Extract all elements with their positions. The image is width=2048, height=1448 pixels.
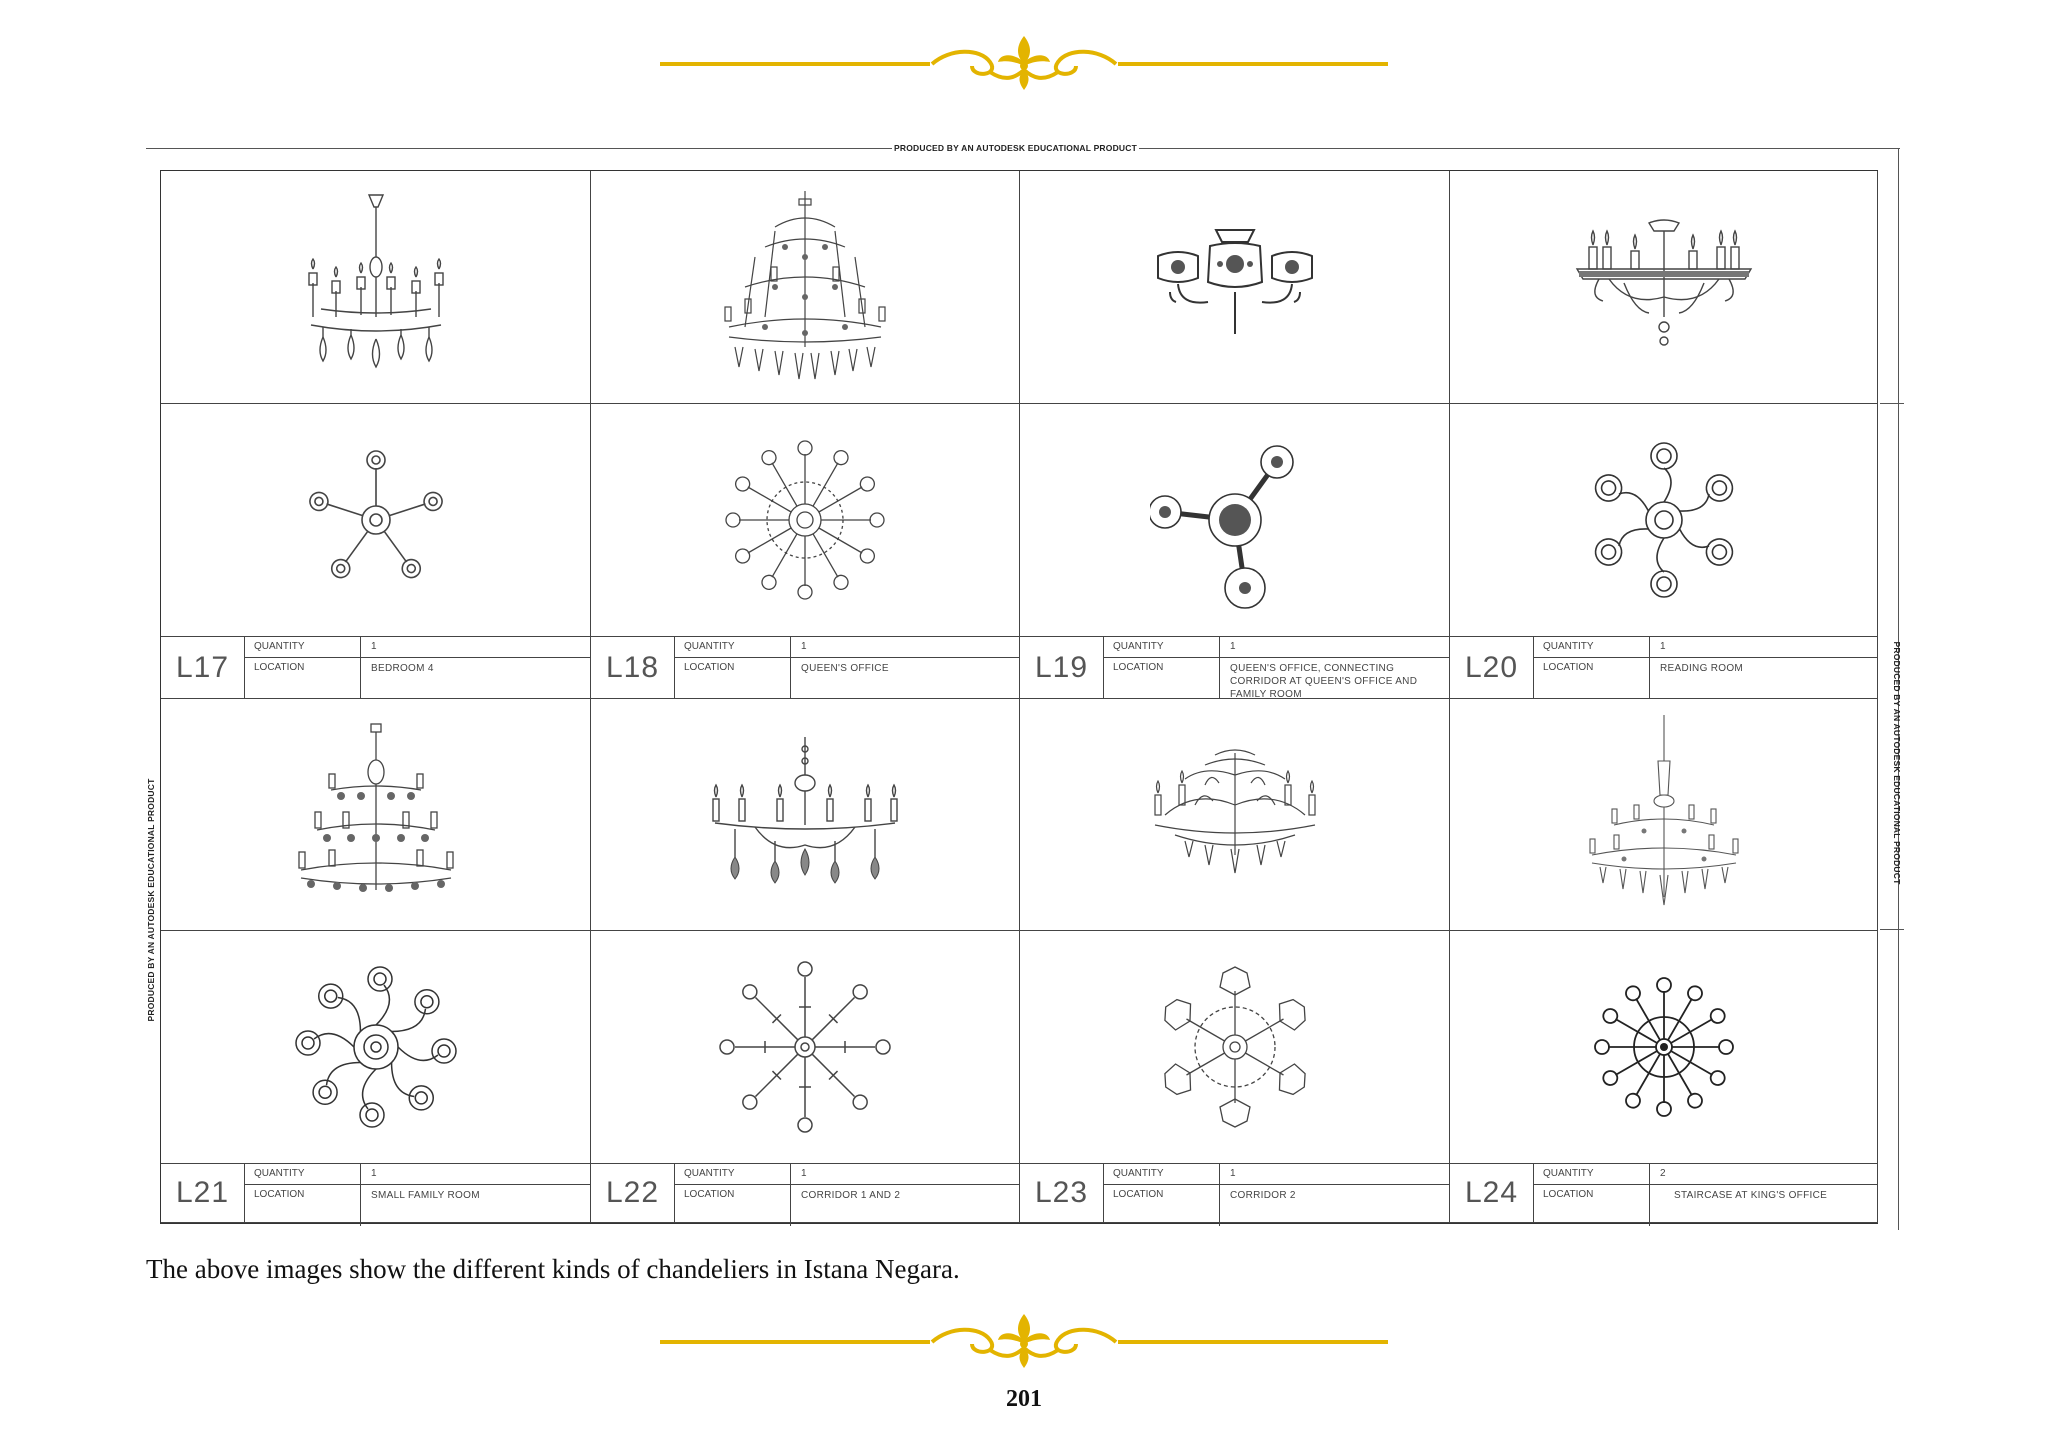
caption: The above images show the different kinds of chandeliers in Istana Negara. <box>146 1254 960 1284</box>
quantity-label: QUANTITY <box>244 637 361 657</box>
fixture-code: L20 <box>1450 637 1534 698</box>
fixture-code: L17 <box>161 637 245 698</box>
fixture-code: L23 <box>1020 1164 1104 1222</box>
chandelier-plan-l17 <box>296 440 456 600</box>
chandelier-plan-l19 <box>1150 430 1320 610</box>
title-block-l18 <box>591 637 1020 699</box>
title-block-l20 <box>1450 637 1878 699</box>
chandelier-sheet <box>160 170 1878 1224</box>
chandelier-plan-l21 <box>291 962 461 1132</box>
quantity-label: QUANTITY <box>1103 1164 1220 1184</box>
chandelier-elevation-l22 <box>705 735 905 895</box>
quantity-value: 1 <box>1660 641 1666 652</box>
fixture-code: L18 <box>591 637 675 698</box>
location-value: SMALL FAMILY ROOM <box>371 1190 480 1201</box>
title-block-l22 <box>591 1164 1020 1223</box>
elevation-l23 <box>1020 699 1450 931</box>
location-label: LOCATION <box>1103 1184 1220 1226</box>
chandelier-elevation-l19 <box>1150 222 1320 352</box>
quantity-label: QUANTITY <box>244 1164 361 1184</box>
location-value: BEDROOM 4 <box>371 663 434 674</box>
plan-l18 <box>591 404 1020 637</box>
elevation-l21 <box>161 699 591 931</box>
top-ornament <box>660 32 1388 96</box>
plan-l22 <box>591 931 1020 1164</box>
chandelier-elevation-l20 <box>1569 217 1759 357</box>
location-value: STAIRCASE AT KING'S OFFICE <box>1674 1190 1828 1201</box>
plan-l17 <box>161 404 591 637</box>
title-block-l17 <box>161 637 591 699</box>
watermark-top: PRODUCED BY AN AUTODESK EDUCATIONAL PRODUCT <box>894 143 1137 153</box>
location-label: LOCATION <box>1533 1184 1650 1226</box>
location-label: LOCATION <box>674 1184 791 1226</box>
chandelier-elevation-l23 <box>1145 745 1325 885</box>
chandelier-plan-l23 <box>1150 962 1320 1132</box>
plan-l23 <box>1020 931 1450 1164</box>
chandelier-elevation-l17 <box>291 187 461 387</box>
title-block-l23 <box>1020 1164 1450 1223</box>
chandelier-plan-l24 <box>1589 972 1739 1122</box>
quantity-value: 1 <box>1230 1168 1236 1179</box>
chandelier-elevation-l21 <box>291 720 461 910</box>
quantity-value: 2 <box>1660 1168 1666 1179</box>
bottom-ornament <box>660 1310 1388 1374</box>
fixture-code: L21 <box>161 1164 245 1222</box>
watermark-left: PRODUCED BY AN AUTODESK EDUCATIONAL PRODUCT <box>146 778 156 1022</box>
quantity-label: QUANTITY <box>674 1164 791 1184</box>
watermark-right: PRODUCED BY AN AUTODESK EDUCATIONAL PRODUCT <box>1892 641 1902 885</box>
elevation-l18 <box>591 171 1020 404</box>
quantity-label: QUANTITY <box>1103 637 1220 657</box>
plan-l21 <box>161 931 591 1164</box>
elevation-l20 <box>1450 171 1878 404</box>
location-value: CORRIDOR 2 <box>1230 1190 1296 1201</box>
location-label: LOCATION <box>674 657 791 699</box>
chandelier-plan-l22 <box>715 957 895 1137</box>
location-value: QUEEN'S OFFICE <box>801 663 889 674</box>
location-value: READING ROOM <box>1660 663 1744 674</box>
quantity-value: 1 <box>371 1168 377 1179</box>
fixture-code: L24 <box>1450 1164 1534 1222</box>
location-label: LOCATION <box>244 1184 361 1226</box>
location-value: CORRIDOR 1 AND 2 <box>801 1190 901 1201</box>
location-label: LOCATION <box>1103 657 1220 699</box>
quantity-value: 1 <box>801 641 807 652</box>
plan-l19 <box>1020 404 1450 637</box>
chandelier-elevation-l24 <box>1584 715 1744 915</box>
chandelier-plan-l18 <box>720 435 890 605</box>
quantity-label: QUANTITY <box>1533 637 1650 657</box>
frame-stub <box>1880 929 1904 930</box>
title-block-l21 <box>161 1164 591 1223</box>
title-block-l19 <box>1020 637 1450 699</box>
title-block-l24 <box>1450 1164 1878 1223</box>
elevation-l22 <box>591 699 1020 931</box>
plan-l20 <box>1450 404 1878 637</box>
quantity-value: 1 <box>371 641 377 652</box>
frame-stub <box>1880 403 1904 404</box>
elevation-l24 <box>1450 699 1878 931</box>
chandelier-plan-l20 <box>1579 435 1749 605</box>
elevation-l19 <box>1020 171 1450 404</box>
quantity-label: QUANTITY <box>1533 1164 1650 1184</box>
quantity-label: QUANTITY <box>674 637 791 657</box>
fixture-code: L22 <box>591 1164 675 1222</box>
page-number: 201 <box>1006 1386 1042 1412</box>
plan-l24 <box>1450 931 1878 1164</box>
location-label: LOCATION <box>1533 657 1650 699</box>
elevation-l17 <box>161 171 591 404</box>
chandelier-elevation-l18 <box>715 187 895 387</box>
quantity-value: 1 <box>1230 641 1236 652</box>
location-label: LOCATION <box>244 657 361 699</box>
quantity-value: 1 <box>801 1168 807 1179</box>
fixture-code: L19 <box>1020 637 1104 698</box>
location-value: QUEEN'S OFFICE, CONNECTING CORRIDOR AT QUEEN'S OFFICE AND FAMILY ROOM <box>1230 663 1418 700</box>
